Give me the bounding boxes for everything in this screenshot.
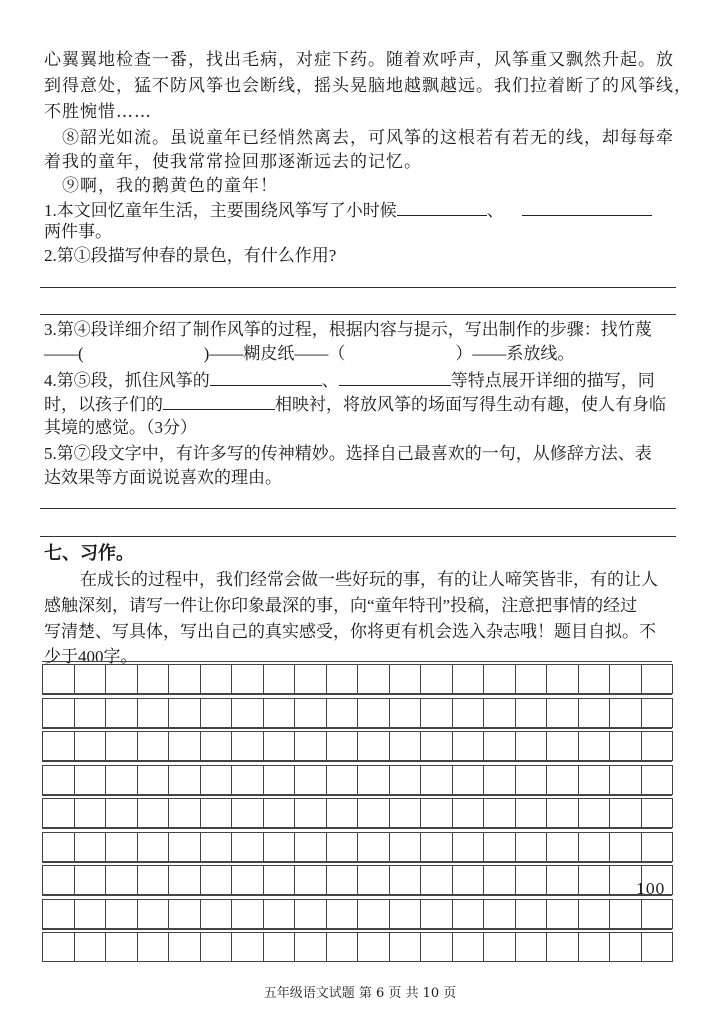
grid-cell[interactable] bbox=[578, 698, 611, 728]
grid-cell[interactable] bbox=[326, 798, 359, 828]
grid-cell[interactable] bbox=[74, 832, 107, 862]
prompt-line: 少于400字。 bbox=[44, 647, 138, 666]
grid-cell[interactable] bbox=[420, 832, 453, 862]
grid-cell[interactable] bbox=[546, 798, 579, 828]
grid-cell[interactable] bbox=[168, 832, 201, 862]
passage-line: 心翼翼地检查一番，找出毛病，对症下药。随着欢呼声，风筝重又飘然升起。放 bbox=[44, 50, 674, 70]
answer-line[interactable] bbox=[40, 508, 676, 509]
grid-cell[interactable] bbox=[452, 865, 485, 895]
grid-cell[interactable] bbox=[641, 731, 674, 761]
grid-cell[interactable] bbox=[357, 832, 390, 862]
grid-cell[interactable] bbox=[609, 899, 642, 929]
grid-cell[interactable] bbox=[452, 698, 485, 728]
grid-cell[interactable] bbox=[326, 698, 359, 728]
grid-cell[interactable] bbox=[546, 865, 579, 895]
question-4-text: 4.第⑤段，抓住风筝的 bbox=[44, 371, 210, 390]
grid-row-divider bbox=[42, 661, 672, 662]
grid-cell[interactable] bbox=[42, 664, 75, 694]
grid-cell[interactable] bbox=[326, 664, 359, 694]
grid-cell[interactable] bbox=[294, 865, 327, 895]
grid-cell[interactable] bbox=[105, 932, 138, 962]
question-1-text: 1.本文回忆童年生活，主要围绕风筝写了小时候 bbox=[44, 201, 397, 220]
grid-cell[interactable] bbox=[515, 798, 548, 828]
grid-cell[interactable] bbox=[609, 932, 642, 962]
grid-cell[interactable] bbox=[168, 899, 201, 929]
grid-cell[interactable] bbox=[578, 798, 611, 828]
grid-cell[interactable] bbox=[389, 765, 422, 795]
grid-cell[interactable] bbox=[294, 765, 327, 795]
grid-cell[interactable] bbox=[231, 932, 264, 962]
question-4-line3: 其境的感觉。（3分） bbox=[44, 418, 197, 437]
grid-cell[interactable] bbox=[200, 664, 233, 694]
grid-cell[interactable] bbox=[578, 899, 611, 929]
grid-cell[interactable] bbox=[420, 698, 453, 728]
grid-cell[interactable] bbox=[137, 832, 170, 862]
grid-cell[interactable] bbox=[483, 832, 516, 862]
grid-cell[interactable] bbox=[578, 664, 611, 694]
grid-cell[interactable] bbox=[200, 932, 233, 962]
question-1-end: 两件事。 bbox=[44, 222, 112, 241]
grid-cell[interactable] bbox=[357, 765, 390, 795]
grid-cell[interactable] bbox=[294, 832, 327, 862]
grid-cell[interactable] bbox=[231, 832, 264, 862]
grid-cell[interactable] bbox=[137, 865, 170, 895]
grid-cell[interactable] bbox=[231, 765, 264, 795]
grid-cell[interactable] bbox=[326, 731, 359, 761]
grid-row-divider bbox=[42, 895, 672, 896]
grid-cell[interactable] bbox=[326, 832, 359, 862]
grid-cell[interactable] bbox=[326, 765, 359, 795]
prompt-line: 写清楚、写具体，写出自己的真实感受，你将更有机会选入杂志哦！题目自拟。不 bbox=[44, 622, 656, 641]
grid-cell[interactable] bbox=[137, 731, 170, 761]
grid-cell[interactable] bbox=[200, 899, 233, 929]
grid-cell[interactable] bbox=[105, 899, 138, 929]
question-4-text: 相映衬，将放风筝的场面写得生动有趣，使人有身临 bbox=[275, 395, 666, 414]
grid-cell[interactable] bbox=[641, 832, 674, 862]
grid-cell[interactable] bbox=[515, 731, 548, 761]
grid-cell[interactable] bbox=[74, 899, 107, 929]
question-2: 2.第①段描写仲春的景色，有什么作用? bbox=[44, 246, 337, 265]
grid-cell[interactable] bbox=[483, 731, 516, 761]
grid-cell[interactable] bbox=[231, 865, 264, 895]
grid-cell[interactable] bbox=[546, 664, 579, 694]
question-4-text: 等特点展开详细的描写，同 bbox=[450, 371, 655, 390]
grid-cell[interactable] bbox=[420, 865, 453, 895]
char-count-marker: 100 bbox=[636, 880, 665, 898]
question-1-separator: 、 bbox=[486, 201, 504, 220]
grid-cell[interactable] bbox=[105, 765, 138, 795]
grid-cell[interactable] bbox=[200, 698, 233, 728]
grid-cell[interactable] bbox=[609, 798, 642, 828]
question-3: 3.第④段详细介绍了制作风筝的过程，根据内容与提示，写出制作的步骤：找竹蔑 bbox=[44, 320, 652, 339]
grid-cell[interactable] bbox=[200, 865, 233, 895]
grid-cell[interactable] bbox=[168, 765, 201, 795]
grid-cell[interactable] bbox=[231, 698, 264, 728]
grid-cell[interactable] bbox=[105, 664, 138, 694]
grid-cell[interactable] bbox=[452, 832, 485, 862]
grid-cell[interactable] bbox=[357, 899, 390, 929]
grid-cell[interactable] bbox=[357, 932, 390, 962]
grid-cell[interactable] bbox=[578, 832, 611, 862]
question-4-separator: 、 bbox=[321, 371, 339, 390]
grid-cell[interactable] bbox=[42, 731, 75, 761]
grid-cell[interactable] bbox=[105, 832, 138, 862]
grid-cell[interactable] bbox=[357, 798, 390, 828]
grid-cell[interactable] bbox=[483, 932, 516, 962]
grid-cell[interactable] bbox=[105, 798, 138, 828]
grid-cell[interactable] bbox=[389, 798, 422, 828]
grid-cell[interactable] bbox=[326, 932, 359, 962]
prompt-line: 感触深刻，请写一件让你印象最深的事，向“童年特刊”投稿，注意把事情的经过 bbox=[44, 596, 638, 615]
grid-cell[interactable] bbox=[420, 765, 453, 795]
grid-cell[interactable] bbox=[452, 899, 485, 929]
grid-cell[interactable] bbox=[641, 798, 674, 828]
grid-cell[interactable] bbox=[641, 765, 674, 795]
section-heading: 七、习作。 bbox=[44, 543, 134, 564]
grid-cell[interactable] bbox=[483, 798, 516, 828]
grid-cell[interactable] bbox=[578, 932, 611, 962]
grid-cell[interactable] bbox=[578, 765, 611, 795]
grid-cell[interactable] bbox=[294, 664, 327, 694]
grid-cell[interactable] bbox=[515, 932, 548, 962]
answer-blank[interactable] bbox=[210, 368, 322, 386]
grid-cell[interactable] bbox=[389, 664, 422, 694]
grid-cell[interactable] bbox=[294, 798, 327, 828]
grid-cell[interactable] bbox=[546, 899, 579, 929]
grid-cell[interactable] bbox=[483, 765, 516, 795]
grid-cell[interactable] bbox=[483, 899, 516, 929]
passage-line: 不胜惋惜…… bbox=[44, 102, 152, 122]
paragraph-8-line: 着我的童年，使我常常捡回那逐渐远去的记忆。 bbox=[44, 152, 422, 172]
answer-blank[interactable] bbox=[397, 198, 487, 216]
grid-cell[interactable] bbox=[420, 899, 453, 929]
grid-cell[interactable] bbox=[105, 865, 138, 895]
grid-cell[interactable] bbox=[74, 664, 107, 694]
grid-cell[interactable] bbox=[420, 664, 453, 694]
grid-cell[interactable] bbox=[231, 798, 264, 828]
grid-cell[interactable] bbox=[231, 899, 264, 929]
grid-cell[interactable] bbox=[578, 865, 611, 895]
grid-cell[interactable] bbox=[452, 664, 485, 694]
grid-cell[interactable] bbox=[609, 765, 642, 795]
grid-cell[interactable] bbox=[105, 698, 138, 728]
question-3-steps bbox=[44, 342, 684, 366]
answer-line[interactable] bbox=[40, 314, 676, 315]
question-5-line2: 达效果等方面说说喜欢的理由。 bbox=[44, 468, 282, 487]
grid-cell[interactable] bbox=[263, 932, 296, 962]
grid-cell[interactable] bbox=[452, 798, 485, 828]
grid-cell[interactable] bbox=[200, 765, 233, 795]
grid-cell[interactable] bbox=[200, 832, 233, 862]
grid-cell[interactable] bbox=[389, 832, 422, 862]
page-footer: 五年级语文试题 第 6 页 共 10 页 bbox=[263, 986, 457, 1001]
grid-cell[interactable] bbox=[609, 664, 642, 694]
grid-cell[interactable] bbox=[420, 731, 453, 761]
grid-cell[interactable] bbox=[137, 932, 170, 962]
question-4-line2 bbox=[44, 392, 684, 417]
grid-cell[interactable] bbox=[294, 899, 327, 929]
grid-cell[interactable] bbox=[42, 865, 75, 895]
question-4-text: 时，以孩子们的 bbox=[44, 395, 163, 414]
grid-cell[interactable] bbox=[42, 932, 75, 962]
passage-line: 到得意处，猛不防风筝也会断线，摇头晃脑地越飘越远。我们拉着断了的风筝线， bbox=[44, 76, 692, 96]
grid-cell[interactable] bbox=[452, 765, 485, 795]
grid-cell[interactable] bbox=[641, 899, 674, 929]
grid-cell[interactable] bbox=[74, 932, 107, 962]
grid-cell[interactable] bbox=[42, 798, 75, 828]
grid-cell[interactable] bbox=[294, 731, 327, 761]
grid-cell[interactable] bbox=[231, 731, 264, 761]
grid-cell[interactable] bbox=[137, 765, 170, 795]
answer-blank[interactable] bbox=[163, 392, 275, 410]
step-middle: )——糊皮纸——（ bbox=[203, 344, 346, 363]
grid-cell[interactable] bbox=[609, 832, 642, 862]
grid-row-divider bbox=[42, 694, 672, 695]
grid-cell[interactable] bbox=[168, 865, 201, 895]
question-5: 5.第⑦段文字中，有许多写的传神精妙。选择自己最喜欢的一句，从修辞方法、表 bbox=[44, 444, 652, 463]
grid-cell[interactable] bbox=[483, 865, 516, 895]
grid-cell[interactable] bbox=[168, 731, 201, 761]
grid-cell[interactable] bbox=[389, 731, 422, 761]
grid-cell[interactable] bbox=[515, 765, 548, 795]
grid-cell[interactable] bbox=[609, 698, 642, 728]
grid-cell[interactable] bbox=[420, 932, 453, 962]
grid-cell[interactable] bbox=[389, 899, 422, 929]
grid-cell[interactable] bbox=[231, 664, 264, 694]
grid-cell[interactable] bbox=[263, 731, 296, 761]
grid-cell[interactable] bbox=[546, 698, 579, 728]
grid-cell[interactable] bbox=[483, 664, 516, 694]
grid-cell[interactable] bbox=[578, 731, 611, 761]
grid-cell[interactable] bbox=[263, 765, 296, 795]
grid-cell[interactable] bbox=[326, 865, 359, 895]
grid-cell[interactable] bbox=[452, 932, 485, 962]
grid-cell[interactable] bbox=[515, 899, 548, 929]
grid-cell[interactable] bbox=[74, 765, 107, 795]
step-prefix: ——( bbox=[44, 344, 84, 363]
grid-cell[interactable] bbox=[42, 698, 75, 728]
grid-cell[interactable] bbox=[641, 932, 674, 962]
grid-cell[interactable] bbox=[42, 832, 75, 862]
grid-cell[interactable] bbox=[389, 865, 422, 895]
prompt-line: 在成长的过程中，我们经常会做一些好玩的事，有的让人啼笑皆非，有的让人 bbox=[80, 570, 658, 589]
step-end: ）——系放线。 bbox=[455, 344, 575, 363]
grid-cell[interactable] bbox=[74, 865, 107, 895]
grid-cell[interactable] bbox=[515, 865, 548, 895]
grid-cell[interactable] bbox=[357, 698, 390, 728]
grid-cell[interactable] bbox=[326, 899, 359, 929]
grid-row-divider bbox=[42, 929, 672, 930]
grid-cell[interactable] bbox=[263, 832, 296, 862]
grid-cell[interactable] bbox=[357, 731, 390, 761]
grid-cell[interactable] bbox=[546, 765, 579, 795]
grid-cell[interactable] bbox=[515, 832, 548, 862]
grid-cell[interactable] bbox=[389, 932, 422, 962]
grid-cell[interactable] bbox=[168, 698, 201, 728]
grid-cell[interactable] bbox=[483, 698, 516, 728]
grid-cell[interactable] bbox=[168, 932, 201, 962]
grid-cell[interactable] bbox=[263, 664, 296, 694]
paragraph-8-line: ⑧韶光如流。虽说童年已经悄然离去，可风筝的这根若有若无的线，却每每牵 bbox=[62, 128, 674, 148]
grid-cell[interactable] bbox=[105, 731, 138, 761]
question-4 bbox=[44, 368, 684, 393]
grid-cell[interactable] bbox=[74, 798, 107, 828]
grid-row-divider bbox=[42, 795, 672, 796]
grid-cell[interactable] bbox=[357, 865, 390, 895]
answer-blank[interactable] bbox=[339, 368, 451, 386]
grid-cell[interactable] bbox=[200, 731, 233, 761]
grid-cell[interactable] bbox=[263, 698, 296, 728]
answer-line[interactable] bbox=[40, 287, 676, 288]
grid-cell[interactable] bbox=[42, 765, 75, 795]
grid-cell[interactable] bbox=[294, 932, 327, 962]
grid-row-divider bbox=[42, 862, 672, 863]
grid-cell[interactable] bbox=[263, 899, 296, 929]
answer-blank[interactable] bbox=[522, 198, 652, 216]
grid-row-divider bbox=[42, 761, 672, 762]
grid-cell[interactable] bbox=[263, 865, 296, 895]
grid-row-divider bbox=[42, 828, 672, 829]
grid-cell[interactable] bbox=[389, 698, 422, 728]
grid-cell[interactable] bbox=[420, 798, 453, 828]
grid-cell[interactable] bbox=[294, 698, 327, 728]
grid-cell[interactable] bbox=[641, 698, 674, 728]
grid-cell[interactable] bbox=[515, 664, 548, 694]
grid-cell[interactable] bbox=[137, 899, 170, 929]
grid-cell[interactable] bbox=[546, 932, 579, 962]
grid-cell[interactable] bbox=[137, 664, 170, 694]
grid-cell[interactable] bbox=[452, 731, 485, 761]
grid-cell[interactable] bbox=[609, 731, 642, 761]
grid-row-divider bbox=[42, 728, 672, 729]
grid-cell[interactable] bbox=[263, 798, 296, 828]
grid-cell[interactable] bbox=[515, 698, 548, 728]
grid-cell[interactable] bbox=[357, 664, 390, 694]
grid-cell[interactable] bbox=[168, 664, 201, 694]
grid-cell[interactable] bbox=[168, 798, 201, 828]
grid-cell[interactable] bbox=[74, 731, 107, 761]
grid-cell[interactable] bbox=[137, 698, 170, 728]
grid-cell[interactable] bbox=[200, 798, 233, 828]
grid-cell[interactable] bbox=[546, 832, 579, 862]
grid-cell[interactable] bbox=[641, 664, 674, 694]
answer-line[interactable] bbox=[40, 536, 676, 537]
grid-cell[interactable] bbox=[42, 899, 75, 929]
grid-cell[interactable] bbox=[137, 798, 170, 828]
grid-cell[interactable] bbox=[74, 698, 107, 728]
grid-cell[interactable] bbox=[546, 731, 579, 761]
paragraph-9: ⑨啊，我的鹅黄色的童年！ bbox=[62, 176, 278, 196]
